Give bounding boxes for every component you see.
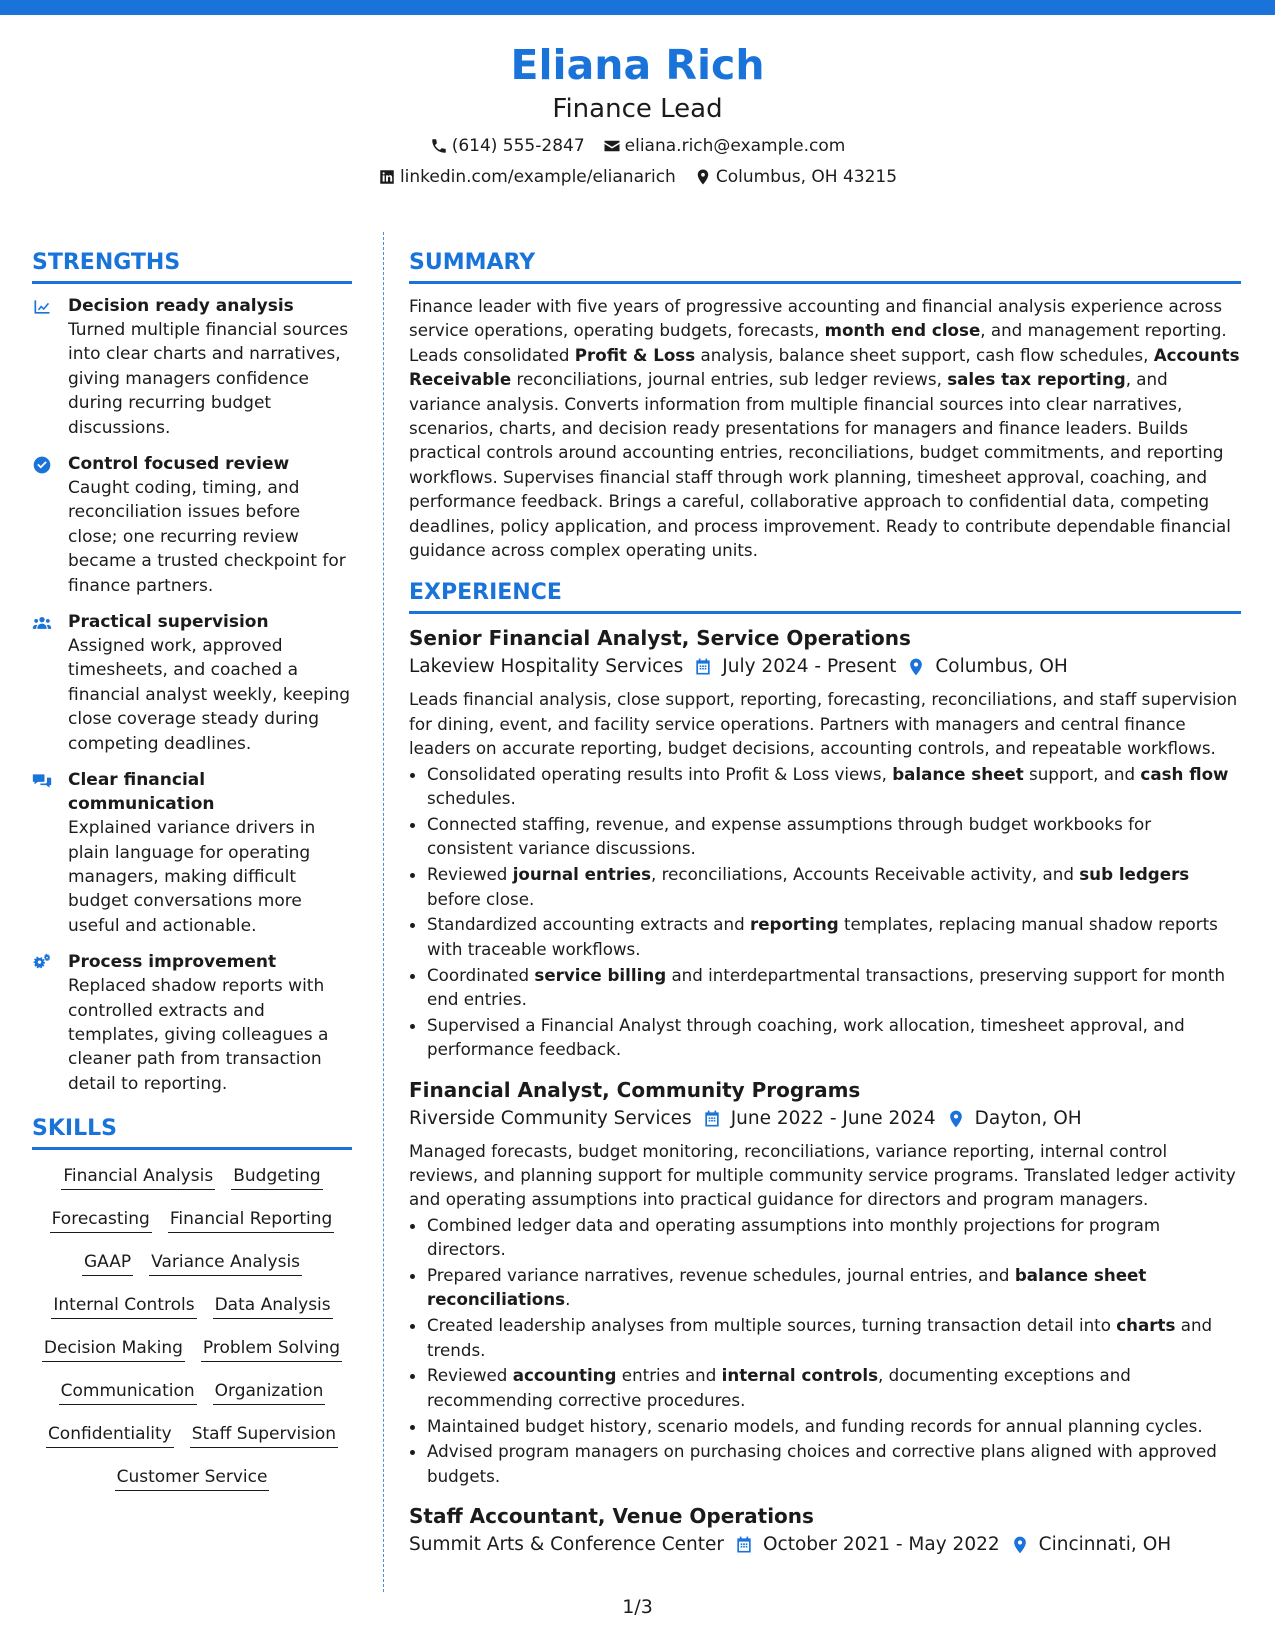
bullet-item: • Created leadership analyses from multiple sources, turning transaction detail into charts and trends. bbox=[427, 1313, 1241, 1362]
bullet-item: • Standardized accounting extracts and reporting templates, replacing manual shadow reports with traceable workflows. bbox=[427, 912, 1241, 961]
skill-tag: Forecasting bbox=[50, 1207, 152, 1233]
column-divider bbox=[383, 232, 384, 1592]
bullet-item: • Consolidated operating results into Profit & Loss views, balance sheet support, and cash flow schedules. bbox=[427, 762, 1241, 811]
calendar-icon bbox=[734, 1535, 754, 1555]
strength-desc: Assigned work, approved timesheets, and coached a financial analyst weekly, keeping close coverage steady during competing deadlines. bbox=[68, 636, 351, 754]
bullet-item: • Advised program managers on purchasing choices and corrective plans aligned with approved budgets. bbox=[427, 1439, 1241, 1488]
skill-tag: Customer Service bbox=[115, 1465, 270, 1491]
job-bullets bbox=[409, 762, 1241, 1062]
strength-desc: Turned multiple financial sources into clear charts and narratives, giving managers confidence during recurring budget discussions. bbox=[68, 320, 349, 438]
skill-tag: Organization bbox=[213, 1379, 326, 1405]
job-title: Senior Financial Analyst, Service Operations bbox=[409, 626, 911, 651]
strength-title: Process improvement bbox=[68, 952, 277, 973]
skills-heading: SKILLS bbox=[32, 1114, 352, 1150]
job-company: Lakeview Hospitality Services bbox=[409, 656, 684, 678]
strengths-heading: STRENGTHS bbox=[32, 248, 352, 284]
job-entry bbox=[409, 1502, 1241, 1558]
strength-title: Clear financial communication bbox=[68, 770, 215, 815]
bullet-item: • Combined ledger data and operating assumptions into monthly projections for program directors. bbox=[427, 1213, 1241, 1262]
strength-item bbox=[32, 452, 352, 598]
job-dates: October 2021 - May 2022 bbox=[763, 1534, 1000, 1556]
check-circle-icon bbox=[32, 455, 52, 475]
strength-title: Practical supervision bbox=[68, 612, 269, 633]
bullet-item: • Connected staffing, revenue, and expense assumptions through budget workbooks for consistent variance discussions. bbox=[427, 812, 1241, 861]
job-bullets bbox=[409, 1213, 1241, 1488]
job-company: Riverside Community Services bbox=[409, 1107, 692, 1129]
experience-heading: EXPERIENCE bbox=[409, 578, 1241, 614]
skill-tag: Variance Analysis bbox=[149, 1250, 302, 1276]
job-title: Financial Analyst, Community Programs bbox=[409, 1077, 861, 1102]
calendar-icon bbox=[702, 1109, 722, 1129]
contact-location bbox=[694, 165, 897, 189]
phone-icon bbox=[430, 137, 448, 155]
job-location: Dayton, OH bbox=[974, 1107, 1082, 1129]
linkedin-text: linkedin.com/example/elianarich bbox=[399, 167, 676, 187]
skill-tag: Communication bbox=[59, 1379, 197, 1405]
strength-item bbox=[32, 768, 352, 938]
phone-text: (614) 555-2847 bbox=[451, 136, 585, 156]
map-pin-icon bbox=[1010, 1535, 1030, 1555]
strength-item bbox=[32, 950, 352, 1096]
bullet-item: • Supervised a Financial Analyst through coaching, work allocation, timesheet approval, and performance feedback. bbox=[427, 1013, 1241, 1062]
skill-tag: Decision Making bbox=[42, 1336, 185, 1362]
skill-tag: Financial Reporting bbox=[168, 1207, 335, 1233]
job-company: Summit Arts & Conference Center bbox=[409, 1534, 724, 1556]
skill-tag: GAAP bbox=[82, 1250, 133, 1276]
gears-icon bbox=[32, 953, 52, 973]
job-meta bbox=[409, 654, 1241, 680]
job-dates: June 2022 - June 2024 bbox=[730, 1107, 936, 1129]
skill-tag: Problem Solving bbox=[201, 1336, 342, 1362]
bullet-item: • Coordinated service billing and interdepartmental transactions, preserving support for month end entries. bbox=[427, 963, 1241, 1012]
contact-linkedin[interactable] bbox=[378, 165, 676, 189]
contact-email[interactable] bbox=[603, 134, 846, 158]
top-accent-bar bbox=[0, 0, 1275, 15]
trend-chart-icon bbox=[32, 297, 52, 317]
job-summary: Managed forecasts, budget monitoring, reconciliations, variance reporting, internal control reviews, and planning support for multiple community service programs. Translated ledger activity and operating assumptions into practical guidance for directors and program managers. bbox=[409, 1140, 1236, 1210]
page-number: 1/3 bbox=[622, 1596, 653, 1618]
map-pin-icon bbox=[694, 168, 712, 186]
skill-tag: Confidentiality bbox=[46, 1422, 174, 1448]
strength-item bbox=[32, 610, 352, 756]
skill-tag: Internal Controls bbox=[51, 1293, 196, 1319]
candidate-name: Eliana Rich bbox=[510, 41, 765, 89]
right-column bbox=[409, 248, 1241, 1565]
users-icon bbox=[32, 613, 52, 633]
job-dates: July 2024 - Present bbox=[722, 656, 897, 678]
contact-phone[interactable] bbox=[430, 134, 585, 158]
resume-header bbox=[0, 40, 1275, 189]
job-entry bbox=[409, 624, 1241, 1061]
left-column bbox=[32, 248, 352, 1491]
job-location: Cincinnati, OH bbox=[1038, 1534, 1172, 1556]
job-location: Columbus, OH bbox=[935, 656, 1068, 678]
skill-tag: Staff Supervision bbox=[190, 1422, 338, 1448]
strength-title: Decision ready analysis bbox=[68, 296, 294, 316]
envelope-icon bbox=[603, 137, 621, 155]
job-summary: Leads financial analysis, close support, reporting, forecasting, reconciliations, and staff supervision for dining, event, and facility service operations. Partners with managers and central finance leaders on accurate reporting, budget decisions, accounting controls, and repeatable workflows. bbox=[409, 689, 1238, 759]
job-meta bbox=[409, 1106, 1241, 1132]
bullet-item: • Maintained budget history, scenario models, and funding records for annual planning cycles. bbox=[427, 1414, 1241, 1438]
email-text: eliana.rich@example.com bbox=[624, 136, 846, 156]
strength-title: Control focused review bbox=[68, 454, 290, 475]
skill-tag: Financial Analysis bbox=[61, 1164, 215, 1190]
summary-text: Finance leader with five years of progressive accounting and financial analysis experience across service operations, operating budgets, forecasts, month end close, and management reporting. Leads consolidated Profit & Loss analysis, balance sheet support, cash flow schedules, Accounts Receivable reconciliations, journal entries, sub ledger reviews, sales tax reporting, and variance analysis. Converts information from multiple financial sources into clear narratives, scenarios, charts, and decision ready presentations for managers and finance leaders. Builds practical controls around accounting entries, reconciliations, budget commitments, and reporting workflows. Supervises financial staff through work planning, timesheet approval, coaching, and performance feedback. Brings a careful, collaborative approach to confidential data, competing deadlines, policy application, and process improvement. Ready to contribute dependable financial guidance across complex operating units. bbox=[409, 296, 1240, 561]
location-text: Columbus, OH 43215 bbox=[715, 167, 898, 187]
job-meta bbox=[409, 1532, 1241, 1558]
map-pin-icon bbox=[906, 657, 926, 677]
skills-list bbox=[32, 1160, 352, 1491]
summary-heading: SUMMARY bbox=[409, 248, 1241, 284]
contact-row-2 bbox=[0, 165, 1275, 189]
strength-desc: Explained variance drivers in plain language for operating managers, making difficult budget conversations more useful and actionable. bbox=[68, 818, 316, 936]
skill-tag: Data Analysis bbox=[213, 1293, 333, 1319]
contact-row-1 bbox=[0, 134, 1275, 158]
map-pin-icon bbox=[946, 1109, 966, 1129]
strength-item bbox=[32, 294, 352, 440]
bullet-item: • Reviewed accounting entries and internal controls, documenting exceptions and recommending corrective procedures. bbox=[427, 1363, 1241, 1412]
skill-tag: Budgeting bbox=[231, 1164, 322, 1190]
linkedin-icon bbox=[378, 168, 396, 186]
candidate-title: Finance Lead bbox=[552, 94, 723, 124]
strength-desc: Replaced shadow reports with controlled extracts and templates, giving colleagues a cleaner path from transaction detail to reporting. bbox=[68, 976, 329, 1094]
chat-icon bbox=[32, 771, 52, 791]
job-entry bbox=[409, 1076, 1241, 1489]
job-title: Staff Accountant, Venue Operations bbox=[409, 1504, 814, 1529]
strength-desc: Caught coding, timing, and reconciliation issues before close; one recurring review became a trusted checkpoint for finance partners. bbox=[68, 478, 346, 596]
bullet-item: • Reviewed journal entries, reconciliations, Accounts Receivable activity, and sub ledgers before close. bbox=[427, 862, 1241, 911]
bullet-item: • Prepared variance narratives, revenue schedules, journal entries, and balance sheet reconciliations. bbox=[427, 1263, 1241, 1312]
calendar-icon bbox=[693, 657, 713, 677]
